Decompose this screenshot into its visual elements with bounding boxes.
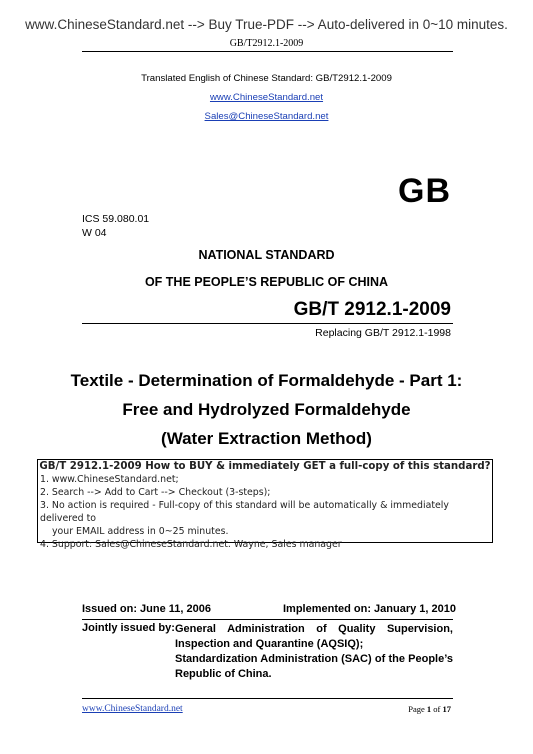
jointly-issued-label: Jointly issued by: [82, 622, 175, 634]
page-of: of [431, 704, 443, 714]
country-heading: OF THE PEOPLE’S REPUBLIC OF CHINA [144, 275, 389, 289]
page-total: 17 [442, 704, 451, 714]
page-current: 1 [426, 704, 432, 714]
category-code: W 04 [82, 227, 107, 239]
purchase-box-heading: GB/T 2912.1-2009 How to BUY & immediately GET a full-copy of this standard? [39, 461, 491, 472]
gb-mark: GB [398, 172, 451, 210]
issue-divider [82, 619, 453, 620]
title-line-2: Free and Hydrolyzed Formaldehyde [122, 400, 411, 419]
ics-code: ICS 59.080.01 [82, 213, 150, 225]
top-banner: www.ChineseStandard.net --> Buy True-PDF --> Auto-delivered in 0~10 minutes. [25, 17, 508, 32]
national-standard-heading: NATIONAL STANDARD [198, 248, 335, 262]
purchase-info-box [37, 459, 493, 550]
purchase-step: 3. No action is required - Full-copy of this standard will be automatically & immediately delivered to [40, 500, 449, 524]
purchase-step: 2. Search --> Add to Cart --> Checkout (3-steps); [40, 487, 271, 498]
issuer-aqsiq: General Administration of Quality Supervision, Inspection and Quarantine (AQSIQ); [175, 623, 453, 650]
standard-number: GB/T 2912.1-2009 [293, 299, 451, 320]
issued-date: Issued on: June 11, 2006 [82, 603, 212, 615]
translation-website-row [0, 92, 533, 103]
header-divider [82, 51, 453, 52]
footer-divider [82, 698, 453, 699]
translation-line: Translated English of Chinese Standard: GB/T2912.1-2009 [141, 73, 392, 84]
implemented-date: Implemented on: January 1, 2010 [283, 603, 457, 615]
page-indicator [408, 704, 451, 714]
translation-email-row [0, 111, 533, 122]
page-label: Page [408, 704, 427, 714]
replacing-note: Replacing GB/T 2912.1-1998 [315, 327, 451, 339]
footer-website-row [82, 704, 183, 714]
purchase-step: 1. www.ChineseStandard.net; [40, 474, 179, 485]
header-doc-number: GB/T2912.1-2009 [229, 38, 304, 49]
issuer-sac: Standardization Administration (SAC) of the People’s Republic of China. [175, 653, 453, 680]
standard-divider [82, 323, 453, 324]
email-link[interactable]: Sales@ChineseStandard.net [204, 111, 329, 122]
title-line-1: Textile - Determination of Formaldehyde - Part 1: [70, 371, 463, 390]
purchase-step-continuation: your EMAIL address in 0~25 minutes. [52, 526, 229, 537]
website-link[interactable]: www.ChineseStandard.net [209, 92, 324, 103]
footer-website-link[interactable]: www.ChineseStandard.net [82, 704, 183, 714]
purchase-steps-list [40, 473, 492, 551]
classification [82, 212, 149, 240]
purchase-step: 4. Support: Sales@ChineseStandard.net. Wayne, Sales manager [40, 539, 342, 550]
title-line-3: (Water Extraction Method) [161, 429, 372, 448]
